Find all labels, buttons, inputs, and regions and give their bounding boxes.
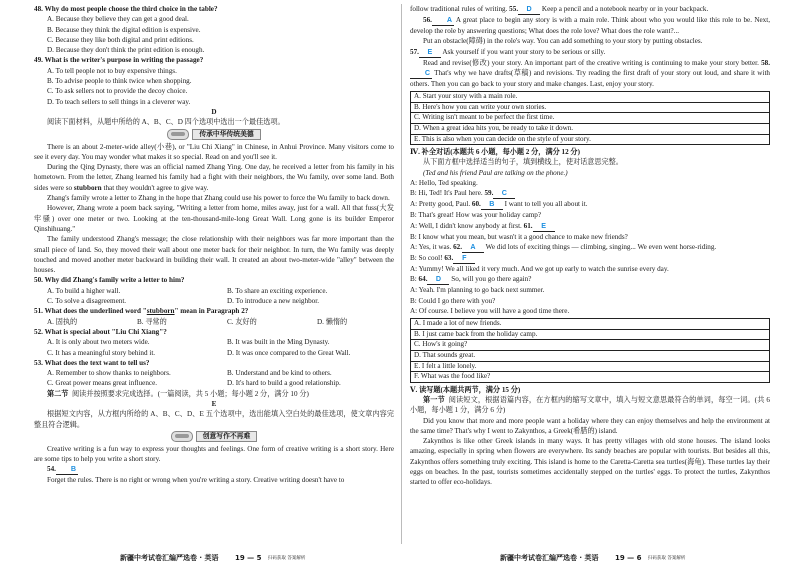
passage-paragraph: Zhang's family wrote a letter to Zhang in the hope that Zhang could use his power to force the Wu family to back down. xyxy=(47,194,390,203)
question-49-stem: 49. What is the writer's purpose in writing the passage? xyxy=(34,56,204,65)
passage-text: During the Qing Dynasty, there was an official named Zhang Ying. One day, he received a letter from his family in his hometown. From the letter, Zhang learned his family had a fight with their neighbors, the Wu family, over some land. Both sides were so xyxy=(34,163,394,192)
question-number: 62. xyxy=(453,242,462,251)
part4-instruction: 从下面方框中选择适当的句子，填到横线上，使对话意思完整。 xyxy=(423,158,623,167)
dialog-line xyxy=(410,242,770,253)
passage-paragraph: There is an about 2-meter-wide alley(小巷), or "Liu Chi Xiang" in Chinese, in Anhui Province. Many visitors come to see it every day. You may wonder what makes it so special. Read on and you'll see it. xyxy=(34,142,394,161)
options-row xyxy=(34,368,394,378)
passage-paragraph: Put an obstacle(障碍) in the role's way. You can add something to your story by putting obstacles. xyxy=(423,37,703,46)
question-51-stem xyxy=(34,306,394,316)
question-number: 63. xyxy=(444,253,454,262)
question-number: 57. xyxy=(410,47,419,56)
answer-blank: B xyxy=(56,465,78,475)
section-e-instruction: 根据短文内容，从方框内所给的 A、B、C、D、E 五个选项中，选出能填入空白处的最佳选项，使文章内容完整且符合逻辑。 xyxy=(34,410,394,429)
passage-paragraph xyxy=(34,162,394,193)
dialog-text: A: Hello, Ted speaking. xyxy=(410,179,478,188)
answer-blank: A xyxy=(462,243,484,253)
answer-blank: E xyxy=(533,222,555,232)
passage-paragraph xyxy=(410,47,770,58)
part2-desc: 阅读并按照要求完成选择。(一篇阅读，共 5 小题；每小题 2 分，满分 10 分) xyxy=(72,389,309,398)
option: B. To share an exciting experience. xyxy=(227,286,328,295)
qr-badge: 扫码获取 答案解析 xyxy=(267,555,306,561)
option: B. Because they think the digital edition is expensive. xyxy=(47,25,201,34)
left-column xyxy=(34,4,394,486)
answer-blank: E xyxy=(419,48,441,58)
option: B. It was built in the Ming Dynasty. xyxy=(227,338,330,347)
part5-title: Ⅴ. 读写题(本题共两节，满分 15 分) xyxy=(410,385,521,394)
section-d-instruction: 阅读下面材料，从题中所给的 A、B、C、D 四个选项中选出一个最佳选项。 xyxy=(47,118,285,127)
passage-paragraph: Creative writing is a fun way to express your thoughts and feelings. One form of creative writing is a short story. Here are some tips to help you write a short story. xyxy=(34,444,394,464)
options-row xyxy=(34,317,394,327)
underlined-word: stubborn xyxy=(146,307,175,316)
dialog-text: B: Hi, Ted! It's Paul here. xyxy=(410,189,483,198)
pen-icon xyxy=(171,431,193,442)
answer-blank: C xyxy=(410,69,432,79)
options-row xyxy=(34,348,394,358)
question-number: 58. xyxy=(761,58,770,67)
answer-blank: F xyxy=(453,254,475,264)
dialog-line xyxy=(410,264,770,274)
box-option: E. I felt a little lonely. xyxy=(411,362,769,373)
dialog-line xyxy=(410,306,770,316)
passage-text: Keep a pencil and a notebook nearby or in your backpack. xyxy=(541,5,709,13)
dialog-options-box xyxy=(410,318,770,383)
option: C. 友好的 xyxy=(227,317,257,326)
option: B. 寻常的 xyxy=(137,317,167,326)
option: C. To ask sellers not to provide the decoy choice. xyxy=(47,87,188,96)
options-row xyxy=(34,337,394,347)
option: A. To build a higher wall. xyxy=(47,286,121,295)
dialog-line xyxy=(410,232,770,242)
question-54-line xyxy=(34,464,394,475)
dialog-line xyxy=(410,188,770,199)
option: A. Because they believe they can get a good deal. xyxy=(47,15,189,24)
passage-text: follow traditional rules of writing. xyxy=(410,5,508,13)
passage-paragraph: However, Zhang wrote a poem back saying, "Writing a letter from home, miles away, just for a wall. All that fuss(大发牢骚) over one meter or two. Looking at the ten-thousand-mile-long Great Wall. Long gone is its builder Emperor Qinshihuang." xyxy=(34,204,394,233)
option: C. To solve a disagreement. xyxy=(47,297,127,306)
qr-badge: 扫码获取 答案解析 xyxy=(647,555,686,561)
answer-blank: B xyxy=(481,200,503,210)
option: D. It's hard to build a good relationship. xyxy=(227,379,341,388)
answer-blank: D xyxy=(518,5,540,15)
dialog-text: A: Yeah. I'm planning to go back next summer. xyxy=(410,286,545,295)
dialog-line xyxy=(410,210,770,220)
answer-blank: D xyxy=(427,275,449,285)
question-number: 64. xyxy=(418,275,428,284)
box-option: A. I made a lot of new friends. xyxy=(411,319,769,330)
options-row xyxy=(34,296,394,306)
section-e-banner xyxy=(34,431,394,442)
option: A. 固执的 xyxy=(47,317,78,326)
dialog-text: A: Yummy! We all liked it very much. And we got up early to watch the sunrise every day. xyxy=(410,264,669,273)
box-option: A. Start your story with a main role. xyxy=(411,92,769,103)
question-number: 56. xyxy=(423,16,432,24)
option: B. To advise people to think twice when shopping. xyxy=(47,77,192,86)
dialog-text: A: Yes, it was. xyxy=(410,242,452,251)
dialog-text: B: xyxy=(410,275,417,284)
box-option: C. How's it going? xyxy=(411,340,769,351)
box-option: E. This is also when you can decide on the style of your story. xyxy=(414,134,591,143)
passage-line xyxy=(410,4,770,15)
passage-text: that they wouldn't agree to give way. xyxy=(103,183,209,192)
part2-heading xyxy=(34,389,394,399)
dialog-text: B: I know what you mean, but wasn't it a good chance to make new friends? xyxy=(410,232,628,241)
option: D. 懒惰的 xyxy=(317,317,348,326)
option: A. Remember to show thanks to neighbors. xyxy=(47,369,171,378)
passage-paragraph xyxy=(410,58,770,90)
passage-paragraph: Did you know that more and more people want a holiday where they can enjoy themselves and help the environment at the same time? That's why I went to Zakynthos, a Greek(希腊的) island. xyxy=(410,416,770,435)
option: B. Understand and be kind to others. xyxy=(227,369,332,378)
option: A. To tell people not to buy expensive things. xyxy=(47,66,177,75)
dialog-text: So, will you go there again? xyxy=(451,275,532,284)
section-title: 第一节 xyxy=(423,395,445,404)
dialog-line xyxy=(410,253,770,264)
section-desc: 阅读短文，根据语篇内容，在方框内的缩写文章中，填入与短文意思最符合的单词，每空一词。(共 6 小题，每小题 1 分，满分 6 分) xyxy=(410,395,770,415)
stem-text: " mean in Paragraph 2? xyxy=(174,307,249,316)
passage-paragraph xyxy=(410,15,770,36)
question-48-stem: 48. Why do most people choose the third choice in the table? xyxy=(34,5,218,13)
passage-paragraph: The family understood Zhang's message; the close relationship with their neighbors was far more important than the small piece of land. So, they moved their wall about one meter back for their neighbor. In turn, the Wu family was deeply touched and moved another meter backward in building their wall. It created an about two-meter-wide "alley" between the houses. xyxy=(34,235,394,275)
part4-title: Ⅳ. 补全对话(本题共 6 小题，每小题 2 分，满分 12 分) xyxy=(410,148,580,157)
passage-text: That's why we have drafts(草稿) and revisions. Try reading the first draft of your story out loud, and share it with others. Then you can go back to your story and make changes. Last, enjoy your story. xyxy=(410,68,771,88)
dialog-text: I want to tell you all about it. xyxy=(504,200,588,209)
page-number: 19 — 5 xyxy=(234,554,262,562)
dialog-line xyxy=(410,285,770,295)
box-option: D. That sounds great. xyxy=(411,351,769,362)
dialog-text: We did lots of exciting things — climbing, singing... We even went horse-riding. xyxy=(485,242,717,251)
section-d-label: D xyxy=(211,107,217,116)
dialog xyxy=(410,178,770,316)
option: D. Because they don't think the print edition is enough. xyxy=(47,46,205,55)
box-option: B. I just came back from the holiday camp. xyxy=(411,330,769,341)
option: D. It was once compared to the Great Wall. xyxy=(227,348,351,357)
dialog-text: B: Could I go there with you? xyxy=(410,296,496,305)
question-52-stem: 52. What is special about "Liu Chi Xiang"? xyxy=(34,327,167,336)
right-column xyxy=(410,4,770,488)
option: C. It has a meaningful story behind it. xyxy=(47,348,156,357)
passage-paragraph: Zakynthos is like other Greek islands in many ways. It has pretty villages with old stone houses. The island looks amazing, especially in spring when flowers are everywhere. Its sandy beaches are popular with tourists. But besides all this, Zakynthos offers something truly exciting. This island is home to the Caretta-Caretta sea turtles(海龟). These turtles lay their eggs on beaches. In the past, tourists sometimes accidentally stepped on the turtles' eggs. To protect the turtles, Zakynthos started to offer eco-holidays. xyxy=(410,437,770,487)
section-e-label: E xyxy=(211,399,217,408)
question-number: 55. xyxy=(509,5,519,13)
dialog-line xyxy=(410,178,770,188)
underlined-word: stubborn xyxy=(73,183,102,192)
dialog-text: A: Of course. I believe you will have a good time there. xyxy=(410,306,570,315)
passage-text: Read and revise(修改) your story. An important part of the creative writing is continuing to make your story better. xyxy=(423,58,759,67)
page-number: 19 — 6 xyxy=(614,554,642,562)
column-divider xyxy=(401,4,402,544)
brush-icon xyxy=(167,129,189,140)
options-row xyxy=(34,286,394,296)
footer-title: 新疆中考试卷汇编严选卷 · 英语 xyxy=(500,554,599,562)
section-d-banner xyxy=(34,129,394,140)
question-50-stem: 50. Why did Zhang's family write a letter to him? xyxy=(34,276,185,285)
question-number: 61. xyxy=(523,221,533,230)
box-option: F. What was the food like? xyxy=(414,372,491,381)
dialog-text: B: So cool! xyxy=(410,253,443,262)
box-option: D. When a great idea hits you, be ready to take it down. xyxy=(411,124,769,135)
dialog-line xyxy=(410,274,770,285)
question-number: 54. xyxy=(47,465,56,474)
options-row xyxy=(34,378,394,388)
dialog-line xyxy=(410,199,770,210)
passage-text: A great place to begin any story is with a main role. Think about who you would like this role to be. Next, develop the role by answering questions; What does the role love? What does the role want?... xyxy=(410,16,770,35)
part5-section1 xyxy=(410,395,770,416)
dialog-line xyxy=(410,221,770,232)
option: C. Great power means great influence. xyxy=(47,379,158,388)
option: D. To introduce a new neighbor. xyxy=(227,297,319,306)
answer-blank: A xyxy=(432,16,454,26)
options-box xyxy=(410,91,770,145)
footer-title: 新疆中考试卷汇编严选卷 · 英语 xyxy=(120,554,219,562)
question-53-stem: 53. What does the text want to tell us? xyxy=(34,358,150,367)
answer-blank: C xyxy=(493,189,515,199)
option: A. It is only about two meters wide. xyxy=(47,338,150,347)
dialog-text: A: Well, I didn't know anybody at first. xyxy=(410,221,522,230)
banner-text: 创意写作不再难 xyxy=(196,431,258,442)
question-number: 60. xyxy=(471,200,481,209)
banner-text: 传承中华传统美德 xyxy=(192,129,260,140)
passage-paragraph: Forget the rules. There is no right or wrong when you're writing a story. Creative writing doesn't have to xyxy=(47,476,345,485)
box-option: B. Here's how you can write your own stories. xyxy=(411,103,769,114)
stem-text: 51. What does the underlined word " xyxy=(34,307,147,316)
dialog-text: A: Pretty good, Paul. xyxy=(410,200,471,209)
part2-title: 第二节 xyxy=(47,389,69,398)
right-footer xyxy=(500,553,685,563)
question-number: 59. xyxy=(484,189,494,198)
dialog-context: (Ted and his friend Paul are talking on the phone.) xyxy=(423,168,568,177)
box-option: C. Writing isn't meant to be perfect the first time. xyxy=(411,113,769,124)
dialog-text: B: That's great! How was your holiday camp? xyxy=(410,211,542,220)
dialog-line xyxy=(410,296,770,306)
option: C. Because they like both digital and print editions. xyxy=(47,35,194,44)
left-footer xyxy=(120,553,305,563)
option: D. To teach sellers to sell things in a cleverer way. xyxy=(47,97,191,106)
passage-text: Ask yourself if you want your story to be serious or silly. xyxy=(442,47,606,56)
